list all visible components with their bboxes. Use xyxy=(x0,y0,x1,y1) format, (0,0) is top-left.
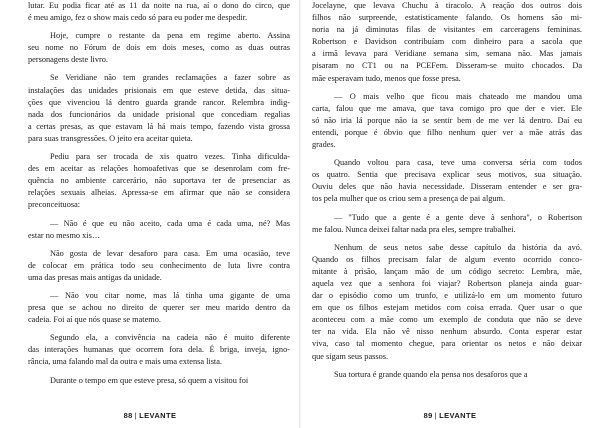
text-line: a certas presas, as que estavam lá há mais tempo, fazendo vista grossa xyxy=(28,121,290,131)
text-line: para suas transgressões. O jeito era aceitar quieta. xyxy=(28,133,193,143)
right-page-text xyxy=(312,0,582,381)
text-line: — Não vou citar nome, mas lá tinha uma gigante de uma xyxy=(50,290,290,300)
text-line: aconteceu com a mãe como um exemplo de conduta que não se deve xyxy=(312,315,582,325)
text-line: lutar. Eu podia ficar até as 11 da noite na rua, aí o dono do circo, que xyxy=(28,1,290,10)
text-line: uma das presas mais antigas da unidade. xyxy=(28,272,162,282)
text-line: ter na vida. Ela não vê nisso nenhum absurdo. Conta esperar estar xyxy=(312,327,582,337)
text-line: ções que vivenciou lá dentro guarda grande rancor. Relembra indig- xyxy=(28,97,290,107)
text-line: é meu amigo, fez o show mais cedo só para eu poder me despedir. xyxy=(28,13,248,23)
paragraph xyxy=(312,157,582,205)
text-line: a irmã levava para Veridiane semana sim, semana não. Mas jamais xyxy=(312,49,582,59)
left-page-footer xyxy=(0,411,300,420)
text-line: noria na já diminutas filas de visitantes em carceragens femininas. xyxy=(312,25,582,35)
text-line: Sua tortura é grande quando ela pensa nos desaforos que a xyxy=(334,369,528,379)
paragraph xyxy=(28,375,290,387)
text-line: mitante à prisão, lançam mão de um código secreto: Lembra, mãe, xyxy=(312,266,582,276)
text-line: des em aceitar as relações homoafetivas que se desenrolam com fre- xyxy=(28,164,290,174)
paragraph xyxy=(312,91,582,151)
paragraph xyxy=(312,212,582,236)
page-number: 88 xyxy=(123,411,133,420)
text-line: estar no mesmo xis… xyxy=(28,230,101,240)
text-line: quência no ambiente carcerário, não suportava ter de presenciar as xyxy=(28,176,290,186)
paragraph xyxy=(28,151,290,211)
text-line: personagens deste livro. xyxy=(28,55,108,65)
text-line: Jocelayne, que levava Chuchu à tiracolo. A reação dos outros dois xyxy=(312,1,582,10)
text-line: viva, caso tal momento chegue, para orientar os netos e não deixar xyxy=(312,339,582,349)
paragraph xyxy=(28,248,290,284)
text-line: cadeia. Foi aí que nós quase se matemo. xyxy=(28,315,161,325)
footer-separator: | xyxy=(434,411,438,420)
text-line: filhos não surpreende, estatisticamente falando. Os homens são mi- xyxy=(312,13,582,23)
page-number: 89 xyxy=(423,411,433,420)
paragraph xyxy=(312,242,582,363)
text-line: grades. xyxy=(312,140,336,150)
text-line: Robertson e Davidson contribuíam com dinheiro para a sacola que xyxy=(312,37,582,47)
text-line: Quando voltou para casa, teve uma conversa séria com todos xyxy=(334,158,582,168)
text-line: Quando os filhos precisam falar de algum evento ocorrido conco- xyxy=(312,254,582,264)
text-line: Durante o tempo em que esteve presa, só quem a visitou foi xyxy=(50,375,249,385)
text-line: — "Tudo que a gente é a gente deve à senhora", o Robertson xyxy=(334,212,582,222)
text-line: dar o episódio como um trunfo, e utilizá-lo em um momento futuro xyxy=(312,291,582,301)
text-line: aquela vez que a senhora foi viajar? Robertson planeja ainda guar- xyxy=(312,278,582,288)
text-line: Se Veridiane não tem grandes reclamações a fazer sobre as xyxy=(50,73,290,83)
text-line: mãe esperavam tudo, menos que fosse presa. xyxy=(312,73,461,83)
footer-separator: | xyxy=(134,411,138,420)
right-page-footer xyxy=(300,411,600,420)
paragraph xyxy=(28,332,290,368)
paragraph xyxy=(28,290,290,326)
text-line: os quatro. Sentia que precisava explicar seus motivos, sua situação. xyxy=(312,170,582,180)
text-line: Nenhum de seus netos sabe desse capítulo da história da avó. xyxy=(334,242,582,252)
text-line: Segundo ela, a convivência na cadeia não é muito diferente xyxy=(50,333,290,343)
text-line: rância, uma falando mal da outra e mais uma extensa lista. xyxy=(28,357,222,367)
text-line: seu nome no Fórum de dois em dois meses, como as duas outras xyxy=(28,43,290,53)
paragraph xyxy=(312,0,582,85)
text-line: pisaram no CT1 ou na PCEFem. Disseram-se muito chocados. Da xyxy=(312,61,582,71)
text-line: nada dos funcionários da unidade prisional que concediam regalias xyxy=(28,109,290,119)
text-line: presa que se achou no direito de querer ser meu marido dentro da xyxy=(28,303,290,313)
book-title: LEVANTE xyxy=(139,411,177,420)
text-line: que sigam seus passos. xyxy=(312,351,389,361)
text-line: Não gosta de levar desaforo para casa. Em uma ocasião, teve xyxy=(50,248,290,258)
text-line: das interações humanas que ocorrem fora dela. É briga, inveja, igno- xyxy=(28,345,290,355)
text-line: tos pela mulher que os criou sem a presença de pai algum. xyxy=(312,194,506,204)
text-line: me falou. Nunca deixei faltar nada pra eles, sempre trabalhei. xyxy=(312,224,516,234)
paragraph xyxy=(312,369,582,381)
book-title: LEVANTE xyxy=(439,411,477,420)
text-line: Hoje, cumpre o restante da pena em regime aberto. Assina xyxy=(50,31,290,41)
text-line: em que os filhos estejam metidos com coisa errada. Quer usar o que xyxy=(312,303,582,313)
text-line: instalações das unidades prisionais em que esteve detida, das situa- xyxy=(28,85,290,95)
paragraph xyxy=(28,218,290,242)
text-line: de colocar em prática todo seu conhecimento de luta livre contra xyxy=(28,260,290,270)
text-line: — O mais velho que ficou mais chateado me mandou uma xyxy=(334,91,582,101)
left-page-text xyxy=(28,0,290,387)
text-line: só não iria lá porque não ia se sentir bem de me ver lá dentro. Daí eu xyxy=(312,115,582,125)
text-line: carta, falou que me amava, que tava comigo pro que der e vier. Ele xyxy=(312,103,582,113)
text-line: entendi, porque é óbvio que filho nenhum quer ver a mãe atrás das xyxy=(312,127,582,137)
paragraph xyxy=(28,30,290,66)
right-page xyxy=(300,0,600,428)
paragraph xyxy=(28,72,290,145)
text-line: relações sexuais alheias. Apressa-se em afirmar que não se considera xyxy=(28,188,290,198)
text-line: Pediu para ser trocada de xis quatro vezes. Tinha dificulda- xyxy=(50,152,290,162)
text-line: preconceituosa: xyxy=(28,200,81,210)
text-line: — Não é que eu não aceito, cada uma é cada uma, né? Mas xyxy=(50,218,290,228)
text-line: Ouviu deles que não havia necessidade. Disseram entender e ser gra- xyxy=(312,182,582,192)
paragraph xyxy=(28,0,290,24)
